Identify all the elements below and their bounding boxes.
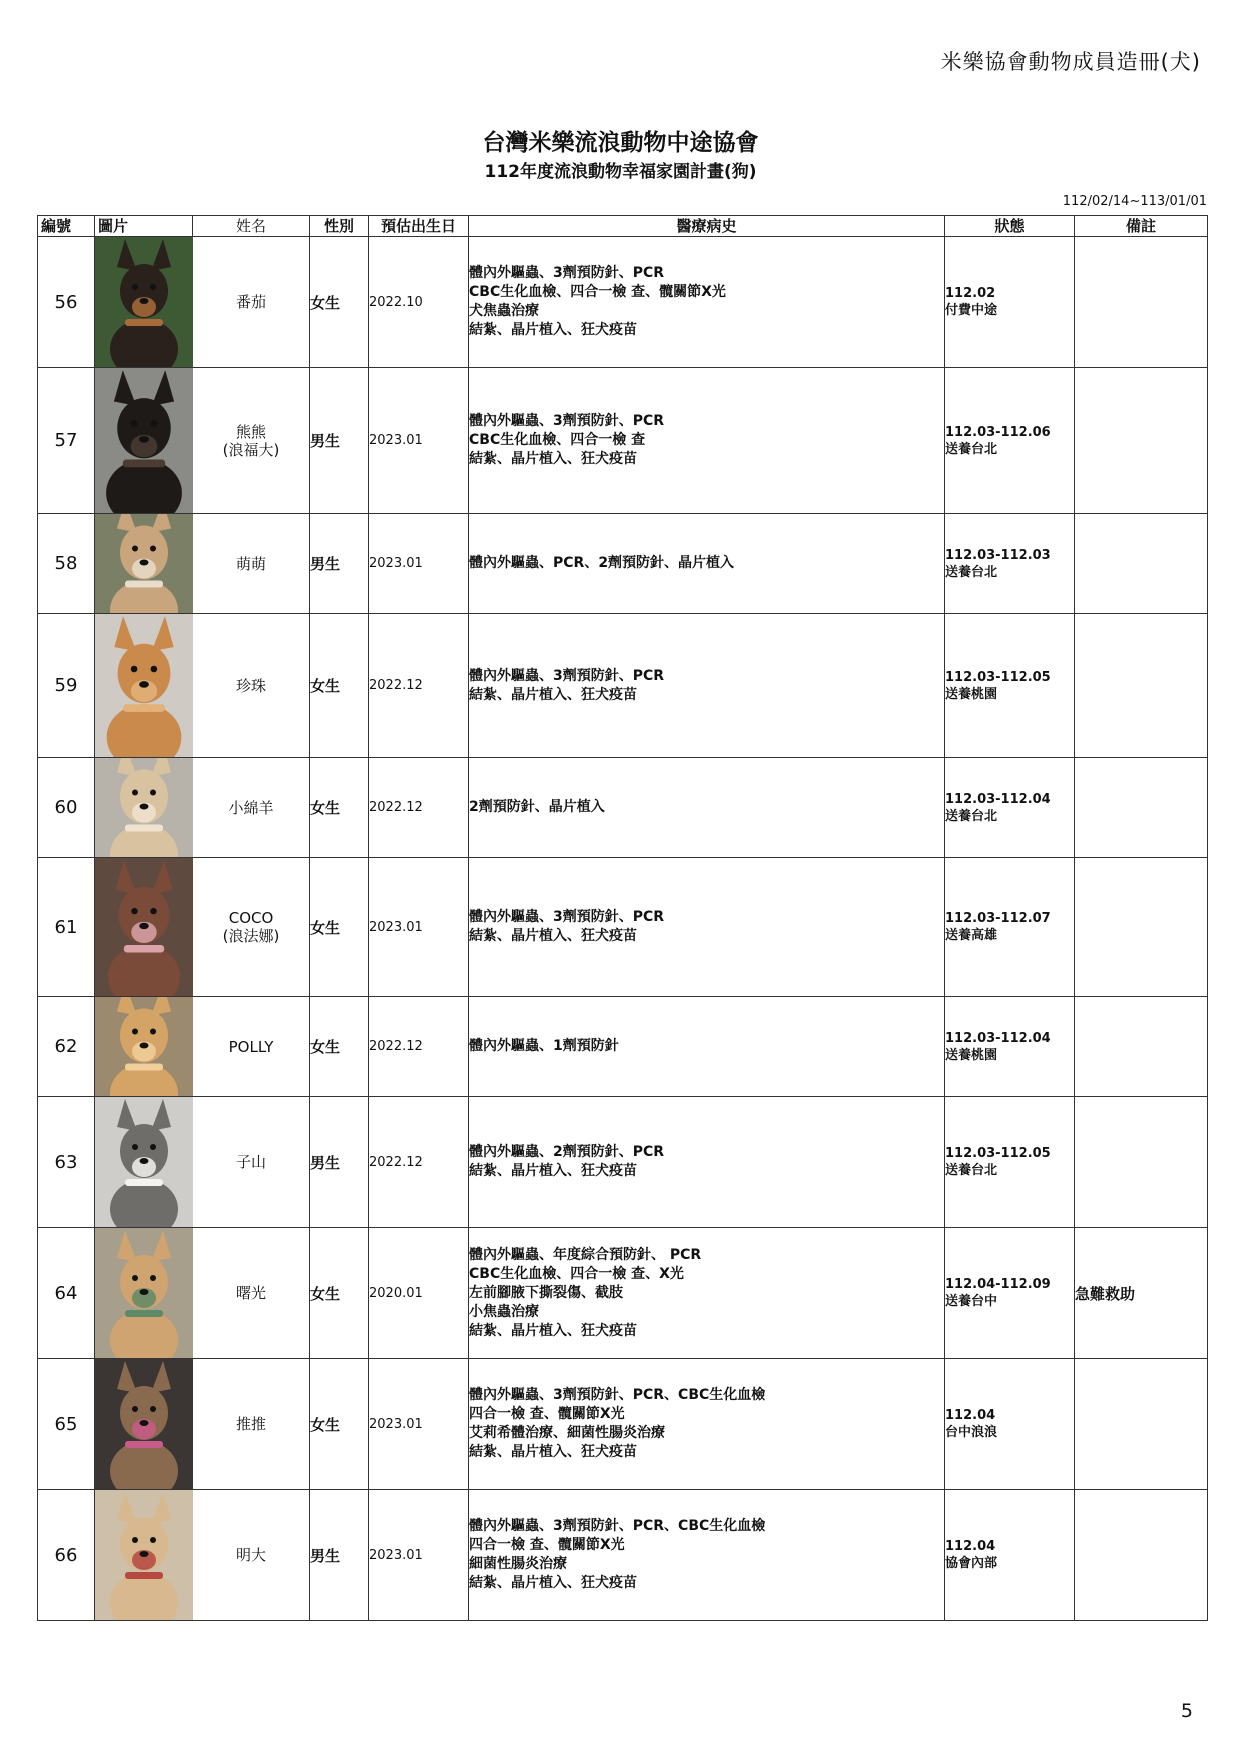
dog-name-line: 番茄 bbox=[235, 293, 266, 311]
dog-name-line: 小綿羊 bbox=[228, 798, 274, 817]
dog-photo-cell bbox=[95, 1097, 193, 1228]
adoption-status bbox=[945, 368, 1075, 514]
status-line: 台中浪浪 bbox=[945, 1425, 998, 1440]
dog-photo-cell bbox=[95, 858, 193, 997]
birth-date: 2022.12 bbox=[369, 997, 469, 1097]
col-number-header: 編號 bbox=[38, 216, 95, 237]
status-line: 112.04-112.09 bbox=[945, 1277, 1051, 1292]
row-number: 65 bbox=[38, 1359, 95, 1490]
medical-line: CBC生化血檢、四合一檢 查、X光 bbox=[469, 1265, 684, 1282]
note: 急難救助 bbox=[1075, 1228, 1208, 1359]
medical-line: 結紮、晶片植入、狂犬疫苗 bbox=[469, 686, 637, 703]
medical-line: 體內外驅蟲、年度綜合預防針、 PCR bbox=[469, 1246, 702, 1263]
dog-photo-cell bbox=[95, 614, 193, 758]
row-number: 60 bbox=[38, 758, 95, 858]
status-line: 112.03-112.04 bbox=[945, 1030, 1051, 1046]
note bbox=[1075, 237, 1208, 368]
dog-photo bbox=[95, 758, 193, 857]
row-number: 61 bbox=[38, 858, 95, 997]
table-row bbox=[38, 1490, 1208, 1621]
header-row bbox=[38, 216, 1208, 237]
dog-photo-cell bbox=[95, 758, 193, 858]
dog-name-line: 子山 bbox=[235, 1153, 266, 1171]
medical-line: 結紮、晶片植入、狂犬疫苗 bbox=[469, 928, 637, 944]
page-subtitle: 112年度流浪動物幸福家園計畫(狗) bbox=[484, 162, 757, 182]
dog-name bbox=[193, 858, 310, 997]
note bbox=[1075, 1359, 1208, 1490]
adoption-status bbox=[945, 1490, 1075, 1621]
dog-photo-cell bbox=[95, 1359, 193, 1490]
medical-line: 體內外驅蟲、PCR、2劑預防針、晶片植入 bbox=[469, 555, 735, 571]
status-line: 112.03-112.04 bbox=[945, 791, 1051, 807]
medical-line: 體內外驅蟲、3劑預防針、PCR bbox=[469, 265, 665, 281]
col-sex-header: 性別 bbox=[310, 216, 369, 237]
birth-date: 2023.01 bbox=[369, 514, 469, 614]
dog-photo bbox=[95, 858, 193, 996]
dog-sex: 女生 bbox=[310, 758, 369, 858]
dog-sex: 男生 bbox=[310, 1490, 369, 1621]
table-row bbox=[38, 997, 1208, 1097]
medical-history bbox=[469, 1097, 945, 1228]
note bbox=[1075, 997, 1208, 1097]
status-line: 112.04 bbox=[945, 1539, 996, 1554]
dog-photo bbox=[95, 1228, 193, 1358]
dog-name bbox=[193, 997, 310, 1097]
dog-photo bbox=[95, 1097, 193, 1227]
medical-history bbox=[469, 997, 945, 1097]
dog-photo bbox=[95, 368, 193, 513]
medical-line: 四合一檢 查、髖關節X光 bbox=[469, 1537, 625, 1553]
adoption-status bbox=[945, 514, 1075, 614]
dog-name bbox=[193, 1228, 310, 1359]
medical-line: 體內外驅蟲、3劑預防針、PCR、CBC生化血檢 bbox=[469, 1387, 766, 1403]
col-name-header: 姓名 bbox=[193, 216, 310, 237]
table-row bbox=[38, 1097, 1208, 1228]
dog-photo bbox=[95, 1359, 193, 1489]
dog-sex: 女生 bbox=[310, 997, 369, 1097]
medical-history bbox=[469, 758, 945, 858]
medical-line: 結紮、晶片植入、狂犬疫苗 bbox=[469, 1322, 637, 1339]
dog-name-line: COCO bbox=[228, 909, 274, 927]
medical-history bbox=[469, 1359, 945, 1490]
row-number: 58 bbox=[38, 514, 95, 614]
status-line: 送養桃園 bbox=[945, 686, 998, 702]
dog-sex: 女生 bbox=[310, 614, 369, 758]
note bbox=[1075, 1097, 1208, 1228]
dog-name-line: (浪法娜) bbox=[222, 927, 280, 945]
dog-sex: 男生 bbox=[310, 514, 369, 614]
medical-history bbox=[469, 368, 945, 514]
status-line: 送養桃園 bbox=[945, 1047, 998, 1063]
adoption-status bbox=[945, 237, 1075, 368]
medical-line: 左前腳腋下撕裂傷、截肢 bbox=[469, 1284, 623, 1301]
status-line: 送養高雄 bbox=[945, 928, 998, 943]
dog-photo-cell bbox=[95, 368, 193, 514]
roster-table bbox=[37, 215, 1208, 1621]
medical-line: 艾莉希體治療、細菌性腸炎治療 bbox=[469, 1425, 665, 1441]
page-number: 5 bbox=[1180, 1700, 1193, 1722]
row-number: 64 bbox=[38, 1228, 95, 1359]
note bbox=[1075, 758, 1208, 858]
medical-line: 體內外驅蟲、3劑預防針、PCR bbox=[469, 667, 665, 684]
status-line: 送養台北 bbox=[945, 808, 998, 824]
table-row bbox=[38, 1228, 1208, 1359]
col-note-header: 備註 bbox=[1075, 216, 1208, 237]
row-number: 56 bbox=[38, 237, 95, 368]
dog-name bbox=[193, 237, 310, 368]
dog-sex: 男生 bbox=[310, 1097, 369, 1228]
row-number: 57 bbox=[38, 368, 95, 514]
dog-sex: 女生 bbox=[310, 858, 369, 997]
dog-photo bbox=[95, 514, 193, 613]
status-line: 付費中途 bbox=[945, 303, 998, 318]
birth-date: 2023.01 bbox=[369, 858, 469, 997]
status-line: 送養台中 bbox=[945, 1294, 998, 1309]
birth-date: 2020.01 bbox=[369, 1228, 469, 1359]
medical-history bbox=[469, 237, 945, 368]
dog-photo-cell bbox=[95, 1490, 193, 1621]
col-photo-header: 圖片 bbox=[95, 216, 193, 237]
status-line: 協會內部 bbox=[945, 1556, 998, 1571]
status-line: 112.02 bbox=[945, 286, 996, 301]
status-line: 送養台北 bbox=[945, 1163, 998, 1178]
adoption-status bbox=[945, 614, 1075, 758]
note bbox=[1075, 514, 1208, 614]
dog-name bbox=[193, 1359, 310, 1490]
roster-body bbox=[38, 237, 1208, 1621]
dog-name bbox=[193, 614, 310, 758]
dog-name bbox=[193, 514, 310, 614]
dog-photo bbox=[95, 1490, 193, 1620]
dog-photo bbox=[95, 997, 193, 1096]
adoption-status bbox=[945, 1359, 1075, 1490]
medical-line: 體內外驅蟲、3劑預防針、PCR bbox=[469, 413, 665, 429]
birth-date: 2023.01 bbox=[369, 1490, 469, 1621]
medical-line: CBC生化血檢、四合一檢 查 bbox=[469, 432, 646, 448]
status-line: 送養台北 bbox=[945, 564, 998, 580]
table-row bbox=[38, 1359, 1208, 1490]
dog-sex: 女生 bbox=[310, 237, 369, 368]
medical-history bbox=[469, 1490, 945, 1621]
row-number: 63 bbox=[38, 1097, 95, 1228]
birth-date: 2023.01 bbox=[369, 368, 469, 514]
date-range: 112/02/14~113/01/01 bbox=[1062, 194, 1207, 209]
medical-line: 結紮、晶片植入、狂犬疫苗 bbox=[469, 322, 637, 338]
medical-line: 犬焦蟲治療 bbox=[469, 303, 539, 319]
dog-sex: 女生 bbox=[310, 1359, 369, 1490]
adoption-status bbox=[945, 758, 1075, 858]
medical-line: 結紮、晶片植入、狂犬疫苗 bbox=[469, 1444, 637, 1460]
dog-name-line: 熊熊 bbox=[235, 422, 266, 441]
medical-line: 結紮、晶片植入、狂犬疫苗 bbox=[469, 451, 637, 467]
table-row bbox=[38, 514, 1208, 614]
dog-photo-cell bbox=[95, 237, 193, 368]
birth-date: 2022.12 bbox=[369, 1097, 469, 1228]
note bbox=[1075, 368, 1208, 514]
medical-line: 結紮、晶片植入、狂犬疫苗 bbox=[469, 1163, 637, 1179]
table-row bbox=[38, 237, 1208, 368]
status-line: 112.03-112.05 bbox=[945, 669, 1051, 685]
row-number: 59 bbox=[38, 614, 95, 758]
note bbox=[1075, 1490, 1208, 1621]
col-medical-header: 醫療病史 bbox=[469, 216, 945, 237]
col-status-header: 狀態 bbox=[945, 216, 1075, 237]
status-line: 112.03-112.03 bbox=[945, 547, 1051, 563]
medical-line: 細菌性腸炎治療 bbox=[469, 1556, 567, 1572]
medical-history bbox=[469, 1228, 945, 1359]
medical-history bbox=[469, 514, 945, 614]
dog-name-line: POLLY bbox=[228, 1037, 274, 1056]
note bbox=[1075, 858, 1208, 997]
dog-name-line: 明大 bbox=[235, 1546, 266, 1564]
adoption-status bbox=[945, 1097, 1075, 1228]
medical-history bbox=[469, 614, 945, 758]
dog-sex: 男生 bbox=[310, 368, 369, 514]
dog-name bbox=[193, 758, 310, 858]
birth-date: 2022.12 bbox=[369, 614, 469, 758]
table-row bbox=[38, 858, 1208, 997]
adoption-status bbox=[945, 997, 1075, 1097]
dog-name bbox=[193, 1490, 310, 1621]
document-category: 米樂協會動物成員造冊(犬) bbox=[940, 50, 1201, 74]
note bbox=[1075, 614, 1208, 758]
status-line: 送養台北 bbox=[945, 441, 998, 457]
dog-photo bbox=[95, 237, 193, 367]
medical-line: 小焦蟲治療 bbox=[469, 1303, 539, 1320]
table-row bbox=[38, 758, 1208, 858]
dog-name-line: 萌萌 bbox=[235, 554, 266, 573]
birth-date: 2023.01 bbox=[369, 1359, 469, 1490]
status-line: 112.03-112.07 bbox=[945, 911, 1051, 926]
dog-name-line: 推推 bbox=[235, 1415, 266, 1433]
status-line: 112.03-112.06 bbox=[945, 424, 1051, 440]
table-row bbox=[38, 368, 1208, 514]
medical-line: 2劑預防針、晶片植入 bbox=[469, 799, 605, 815]
adoption-status bbox=[945, 858, 1075, 997]
dog-photo bbox=[95, 614, 193, 757]
dog-photo-cell bbox=[95, 1228, 193, 1359]
dog-name-line: 珍珠 bbox=[235, 676, 266, 695]
adoption-status bbox=[945, 1228, 1075, 1359]
row-number: 62 bbox=[38, 997, 95, 1097]
page-title: 台灣米樂流浪動物中途協會 bbox=[482, 130, 759, 156]
medical-line: CBC生化血檢、四合一檢 查、髖關節X光 bbox=[469, 284, 726, 300]
dog-name-line: 曙光 bbox=[235, 1284, 266, 1302]
medical-line: 體內外驅蟲、3劑預防針、PCR、CBC生化血檢 bbox=[469, 1518, 766, 1534]
dog-name bbox=[193, 1097, 310, 1228]
table-row bbox=[38, 614, 1208, 758]
dog-name bbox=[193, 368, 310, 514]
medical-line: 體內外驅蟲、3劑預防針、PCR bbox=[469, 909, 665, 925]
col-birth-header: 預估出生日 bbox=[369, 216, 469, 237]
status-line: 112.03-112.05 bbox=[945, 1146, 1051, 1161]
birth-date: 2022.12 bbox=[369, 758, 469, 858]
medical-history bbox=[469, 858, 945, 997]
dog-photo-cell bbox=[95, 514, 193, 614]
dog-name-line: (浪福大) bbox=[222, 440, 280, 459]
medical-line: 體內外驅蟲、2劑預防針、PCR bbox=[469, 1144, 665, 1160]
dog-photo-cell bbox=[95, 997, 193, 1097]
row-number: 66 bbox=[38, 1490, 95, 1621]
medical-line: 結紮、晶片植入、狂犬疫苗 bbox=[469, 1575, 637, 1591]
birth-date: 2022.10 bbox=[369, 237, 469, 368]
medical-line: 四合一檢 查、髖關節X光 bbox=[469, 1406, 625, 1422]
status-line: 112.04 bbox=[945, 1408, 996, 1423]
dog-sex: 女生 bbox=[310, 1228, 369, 1359]
medical-line: 體內外驅蟲、1劑預防針 bbox=[469, 1038, 619, 1054]
